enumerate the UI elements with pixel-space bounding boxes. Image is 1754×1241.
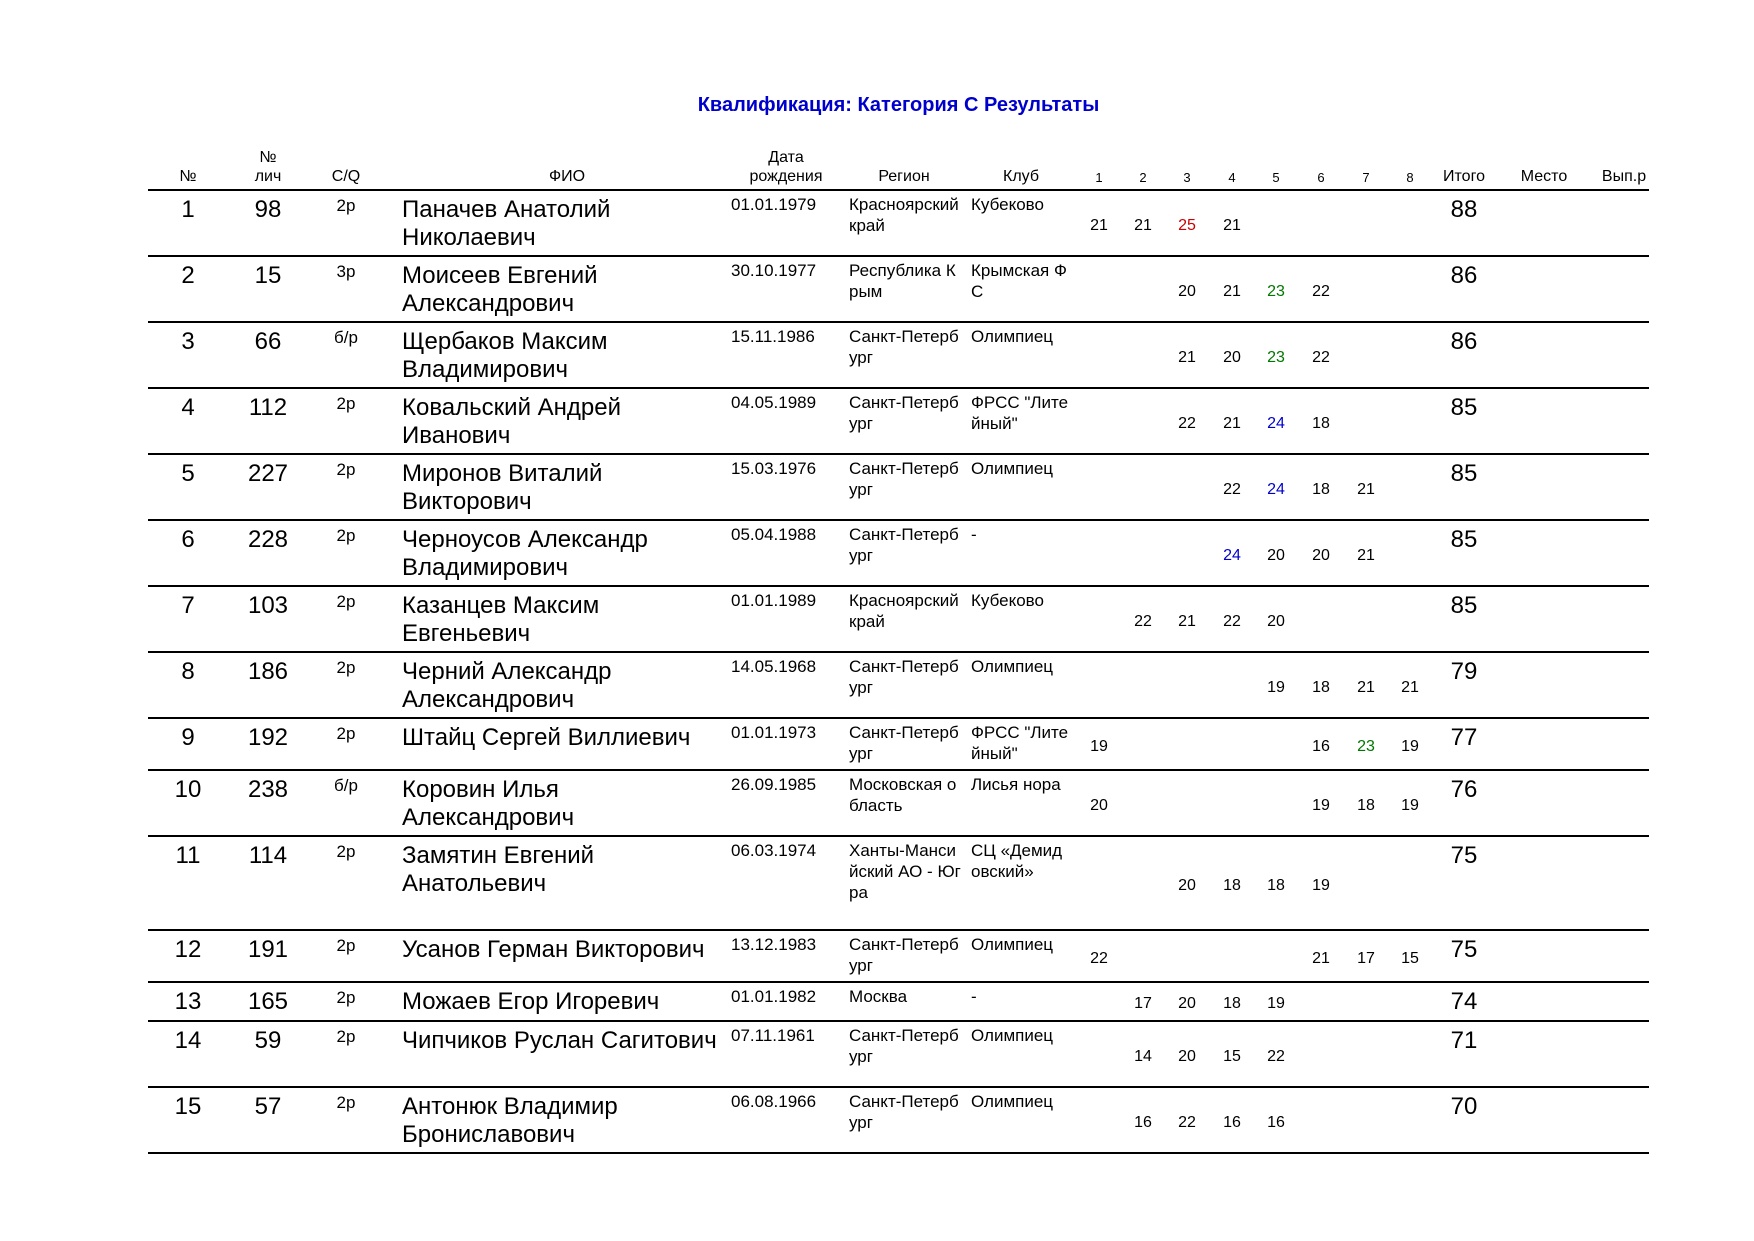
bib-number: 191	[247, 936, 289, 963]
club: СЦ «Демидовский»	[971, 841, 1063, 881]
club: -	[971, 987, 977, 1006]
club: Лисья нора	[971, 775, 1061, 794]
round-score-4: 16	[1223, 1114, 1241, 1131]
row-number: 11	[175, 842, 201, 869]
birth-date: 14.05.1968	[731, 657, 817, 676]
club: -	[971, 525, 977, 544]
athlete-name: Ковальский Андрей Иванович	[402, 394, 622, 449]
total-score: 77	[1450, 724, 1478, 751]
bib-number: 186	[247, 658, 289, 685]
club: ФРСС "Литейный"	[971, 723, 1069, 763]
round-score-3: 22	[1178, 1114, 1196, 1131]
total-score: 85	[1450, 526, 1478, 553]
row-number: 14	[174, 1027, 202, 1054]
total-score: 74	[1450, 988, 1478, 1015]
region: Санкт-Петербург	[849, 657, 959, 697]
club: ФРСС "Литейный"	[971, 393, 1069, 433]
club: Олимпиец	[971, 1026, 1054, 1045]
round-score-3: 20	[1178, 283, 1196, 300]
round-score-5: 23	[1267, 283, 1285, 300]
total-score: 85	[1450, 394, 1478, 421]
birth-date: 01.01.1989	[731, 591, 817, 610]
round-score-4: 21	[1223, 415, 1241, 432]
bib-number: 15	[254, 262, 282, 289]
round-score-4: 21	[1223, 283, 1241, 300]
table-row	[148, 521, 1649, 587]
round-score-8: 19	[1401, 738, 1419, 755]
header-round-2: 2	[1139, 170, 1147, 185]
category-qualification: 2р	[336, 592, 356, 611]
header-place: Место	[1520, 168, 1568, 185]
region: Красноярский край	[849, 591, 959, 631]
total-score: 88	[1450, 196, 1478, 223]
header-bib	[233, 148, 303, 186]
round-score-3: 20	[1178, 877, 1196, 894]
table-row	[148, 837, 1649, 931]
round-score-7: 18	[1357, 797, 1375, 814]
athlete-name: Моисеев Евгений Александрович	[402, 262, 598, 317]
round-score-4: 24	[1223, 547, 1241, 564]
round-score-5: 16	[1267, 1114, 1285, 1131]
bib-number: 227	[247, 460, 289, 487]
round-score-7: 23	[1357, 738, 1375, 755]
table-row	[148, 191, 1649, 257]
total-score: 85	[1450, 592, 1478, 619]
round-score-8: 21	[1401, 679, 1419, 696]
birth-date: 26.09.1985	[731, 775, 817, 794]
header-region: Регион	[878, 168, 930, 185]
round-score-5: 24	[1267, 415, 1285, 432]
region: Санкт-Петербург	[849, 327, 959, 367]
table-row	[148, 653, 1649, 719]
table-row	[148, 771, 1649, 837]
round-score-6: 18	[1312, 481, 1330, 498]
athlete-name: Черний Александр Александрович	[402, 658, 612, 713]
round-score-3: 25	[1178, 217, 1196, 234]
total-score: 70	[1450, 1093, 1478, 1120]
athlete-name: Чипчиков Руслан Сагитович	[402, 1027, 717, 1054]
table-header	[148, 145, 1649, 191]
bib-number: 57	[254, 1093, 282, 1120]
category-qualification: 2р	[336, 658, 356, 677]
round-score-4: 20	[1223, 349, 1241, 366]
athlete-name: Штайц Сергей Виллиевич	[402, 724, 691, 751]
birth-date: 30.10.1977	[731, 261, 817, 280]
category-qualification: 2р	[336, 526, 356, 545]
birth-date: 01.01.1982	[731, 987, 817, 1006]
club: Крымская ФС	[971, 261, 1067, 301]
region: Санкт-Петербург	[849, 935, 959, 975]
club: Олимпиец	[971, 657, 1054, 676]
category-qualification: 2р	[336, 988, 356, 1007]
bib-number: 98	[254, 196, 282, 223]
round-score-2: 14	[1134, 1048, 1152, 1065]
table-row	[148, 931, 1649, 983]
round-score-7: 21	[1357, 547, 1375, 564]
round-score-6: 19	[1312, 797, 1330, 814]
total-score: 86	[1450, 328, 1478, 355]
athlete-name: Можаев Егор Игоревич	[402, 988, 660, 1015]
athlete-name: Казанцев Максим Евгеньевич	[402, 592, 600, 647]
table-row	[148, 323, 1649, 389]
region: Санкт-Петербург	[849, 525, 959, 565]
header-round-3: 3	[1183, 170, 1191, 185]
club: Кубеково	[971, 195, 1044, 214]
header-num: №	[179, 168, 197, 185]
region: Санкт-Петербург	[849, 393, 959, 433]
round-score-7: 21	[1357, 679, 1375, 696]
row-number: 1	[181, 196, 195, 223]
bib-number: 228	[247, 526, 289, 553]
region: Красноярский край	[849, 195, 959, 235]
birth-date: 06.08.1966	[731, 1092, 817, 1111]
row-number: 3	[181, 328, 195, 355]
round-score-5: 18	[1267, 877, 1285, 894]
birth-date: 13.12.1983	[731, 935, 817, 954]
row-number: 2	[181, 262, 195, 289]
athlete-name: Черноусов Александр Владимирович	[402, 526, 648, 581]
round-score-5: 19	[1267, 679, 1285, 696]
header-fio: ФИО	[548, 168, 586, 185]
round-score-4: 18	[1223, 995, 1241, 1012]
round-score-6: 16	[1312, 738, 1330, 755]
round-score-2: 22	[1134, 613, 1152, 630]
round-score-3: 20	[1178, 995, 1196, 1012]
athlete-name: Паначев Анатолий Николаевич	[402, 196, 611, 251]
total-score: 71	[1450, 1027, 1478, 1054]
category-qualification: б/р	[334, 776, 358, 795]
round-score-1: 20	[1090, 797, 1108, 814]
bib-number: 165	[247, 988, 289, 1015]
row-number: 10	[174, 776, 202, 803]
category-qualification: 2р	[336, 1093, 356, 1112]
region: Ханты-Мансийский АО - Югра	[849, 841, 961, 902]
row-number: 13	[174, 988, 202, 1015]
round-score-6: 20	[1312, 547, 1330, 564]
total-score: 85	[1450, 460, 1478, 487]
total-score: 79	[1450, 658, 1478, 685]
table-row	[148, 1022, 1649, 1088]
birth-date: 05.04.1988	[731, 525, 817, 544]
header-round-4: 4	[1228, 170, 1236, 185]
category-qualification: 3р	[336, 262, 356, 281]
header-round-1: 1	[1095, 170, 1103, 185]
round-score-6: 21	[1312, 950, 1330, 967]
round-score-3: 22	[1178, 415, 1196, 432]
row-number: 15	[174, 1093, 202, 1120]
birth-date: 01.01.1979	[731, 195, 817, 214]
header-round-8: 8	[1406, 170, 1414, 185]
page-title: Квалификация: Категория C Результаты	[697, 94, 1100, 116]
header-round-7: 7	[1362, 170, 1370, 185]
header-dob-line1: Дата	[768, 149, 804, 166]
round-score-6: 22	[1312, 283, 1330, 300]
athlete-name: Замятин Евгений Анатольевич	[402, 842, 595, 897]
club: Олимпиец	[971, 327, 1054, 346]
header-round-6: 6	[1317, 170, 1325, 185]
round-score-1: 22	[1090, 950, 1108, 967]
round-score-7: 21	[1357, 481, 1375, 498]
round-score-6: 19	[1312, 877, 1330, 894]
club: Олимпиец	[971, 459, 1054, 478]
round-score-1: 21	[1090, 217, 1108, 234]
club: Олимпиец	[971, 1092, 1054, 1111]
total-score: 75	[1450, 936, 1478, 963]
birth-date: 07.11.1961	[731, 1026, 815, 1045]
round-score-4: 22	[1223, 613, 1241, 630]
round-score-4: 18	[1223, 877, 1241, 894]
club: Кубеково	[971, 591, 1044, 610]
header-bib-line2: лич	[254, 168, 282, 185]
round-score-2: 21	[1134, 217, 1152, 234]
birth-date: 15.03.1976	[731, 459, 817, 478]
round-score-5: 22	[1267, 1048, 1285, 1065]
table-row	[148, 587, 1649, 653]
round-score-4: 22	[1223, 481, 1241, 498]
round-score-6: 18	[1312, 415, 1330, 432]
region: Санкт-Петербург	[849, 459, 959, 499]
bib-number: 112	[248, 394, 288, 421]
round-score-3: 21	[1178, 613, 1196, 630]
birth-date: 04.05.1989	[731, 393, 817, 412]
round-score-5: 20	[1267, 613, 1285, 630]
bib-number: 59	[254, 1027, 282, 1054]
round-score-5: 24	[1267, 481, 1285, 498]
athlete-name: Усанов Герман Викторович	[402, 936, 705, 963]
table-row	[148, 719, 1649, 771]
row-number: 8	[181, 658, 195, 685]
round-score-1: 19	[1090, 738, 1108, 755]
club: Олимпиец	[971, 935, 1054, 954]
region: Республика Крым	[849, 261, 956, 301]
row-number: 9	[181, 724, 195, 751]
region: Санкт-Петербург	[849, 1026, 959, 1066]
round-score-3: 21	[1178, 349, 1196, 366]
header-cq: C/Q	[331, 168, 361, 185]
table-body	[148, 191, 1649, 1154]
header-dob-line2: рождения	[749, 168, 823, 185]
region: Москва	[849, 987, 908, 1006]
athlete-name: Миронов Виталий Викторович	[402, 460, 603, 515]
header-vyp: Вып.р	[1601, 168, 1647, 185]
bib-number: 103	[247, 592, 289, 619]
round-score-4: 15	[1223, 1048, 1241, 1065]
row-number: 12	[174, 936, 202, 963]
category-qualification: 2р	[336, 460, 356, 479]
table-row	[148, 455, 1649, 521]
bib-number: 66	[254, 328, 282, 355]
bib-number: 114	[248, 842, 288, 869]
row-number: 4	[181, 394, 195, 421]
header-total: Итого	[1443, 168, 1485, 185]
total-score: 75	[1450, 842, 1478, 869]
round-score-5: 20	[1267, 547, 1285, 564]
bib-number: 192	[247, 724, 289, 751]
header-round-5: 5	[1272, 170, 1280, 185]
row-number: 5	[181, 460, 195, 487]
round-score-5: 23	[1267, 349, 1285, 366]
category-qualification: 2р	[336, 724, 356, 743]
header-bib-line1: №	[259, 149, 277, 166]
category-qualification: б/р	[334, 328, 358, 347]
round-score-8: 15	[1401, 950, 1419, 967]
region: Санкт-Петербург	[849, 723, 959, 763]
total-score: 76	[1450, 776, 1478, 803]
round-score-6: 18	[1312, 679, 1330, 696]
birth-date: 15.11.1986	[731, 327, 815, 346]
table-row	[148, 983, 1649, 1022]
athlete-name: Щербаков Максим Владимирович	[402, 328, 608, 383]
header-club: Клуб	[1003, 168, 1039, 185]
athlete-name: Антонюк Владимир Брониславович	[402, 1093, 618, 1148]
birth-date: 01.01.1973	[731, 723, 817, 742]
birth-date: 06.03.1974	[731, 841, 817, 860]
table-row	[148, 1088, 1649, 1154]
category-qualification: 2р	[336, 394, 356, 413]
region: Московская область	[849, 775, 957, 815]
round-score-7: 17	[1357, 950, 1375, 967]
table-row	[148, 257, 1649, 323]
round-score-4: 21	[1223, 217, 1241, 234]
athlete-name: Коровин Илья Александрович	[402, 776, 575, 831]
row-number: 6	[181, 526, 195, 553]
row-number: 7	[181, 592, 195, 619]
category-qualification: 2р	[336, 936, 356, 955]
table-row	[148, 389, 1649, 455]
results-table	[148, 145, 1649, 1154]
round-score-5: 19	[1267, 995, 1285, 1012]
region: Санкт-Петербург	[849, 1092, 959, 1132]
round-score-2: 16	[1134, 1114, 1152, 1131]
round-score-8: 19	[1401, 797, 1419, 814]
category-qualification: 2р	[336, 842, 356, 861]
bib-number: 238	[247, 776, 289, 803]
header-dob	[731, 148, 841, 186]
round-score-2: 17	[1134, 995, 1152, 1012]
round-score-6: 22	[1312, 349, 1330, 366]
category-qualification: 2р	[336, 1027, 356, 1046]
round-score-3: 20	[1178, 1048, 1196, 1065]
total-score: 86	[1450, 262, 1478, 289]
category-qualification: 2р	[336, 196, 356, 215]
